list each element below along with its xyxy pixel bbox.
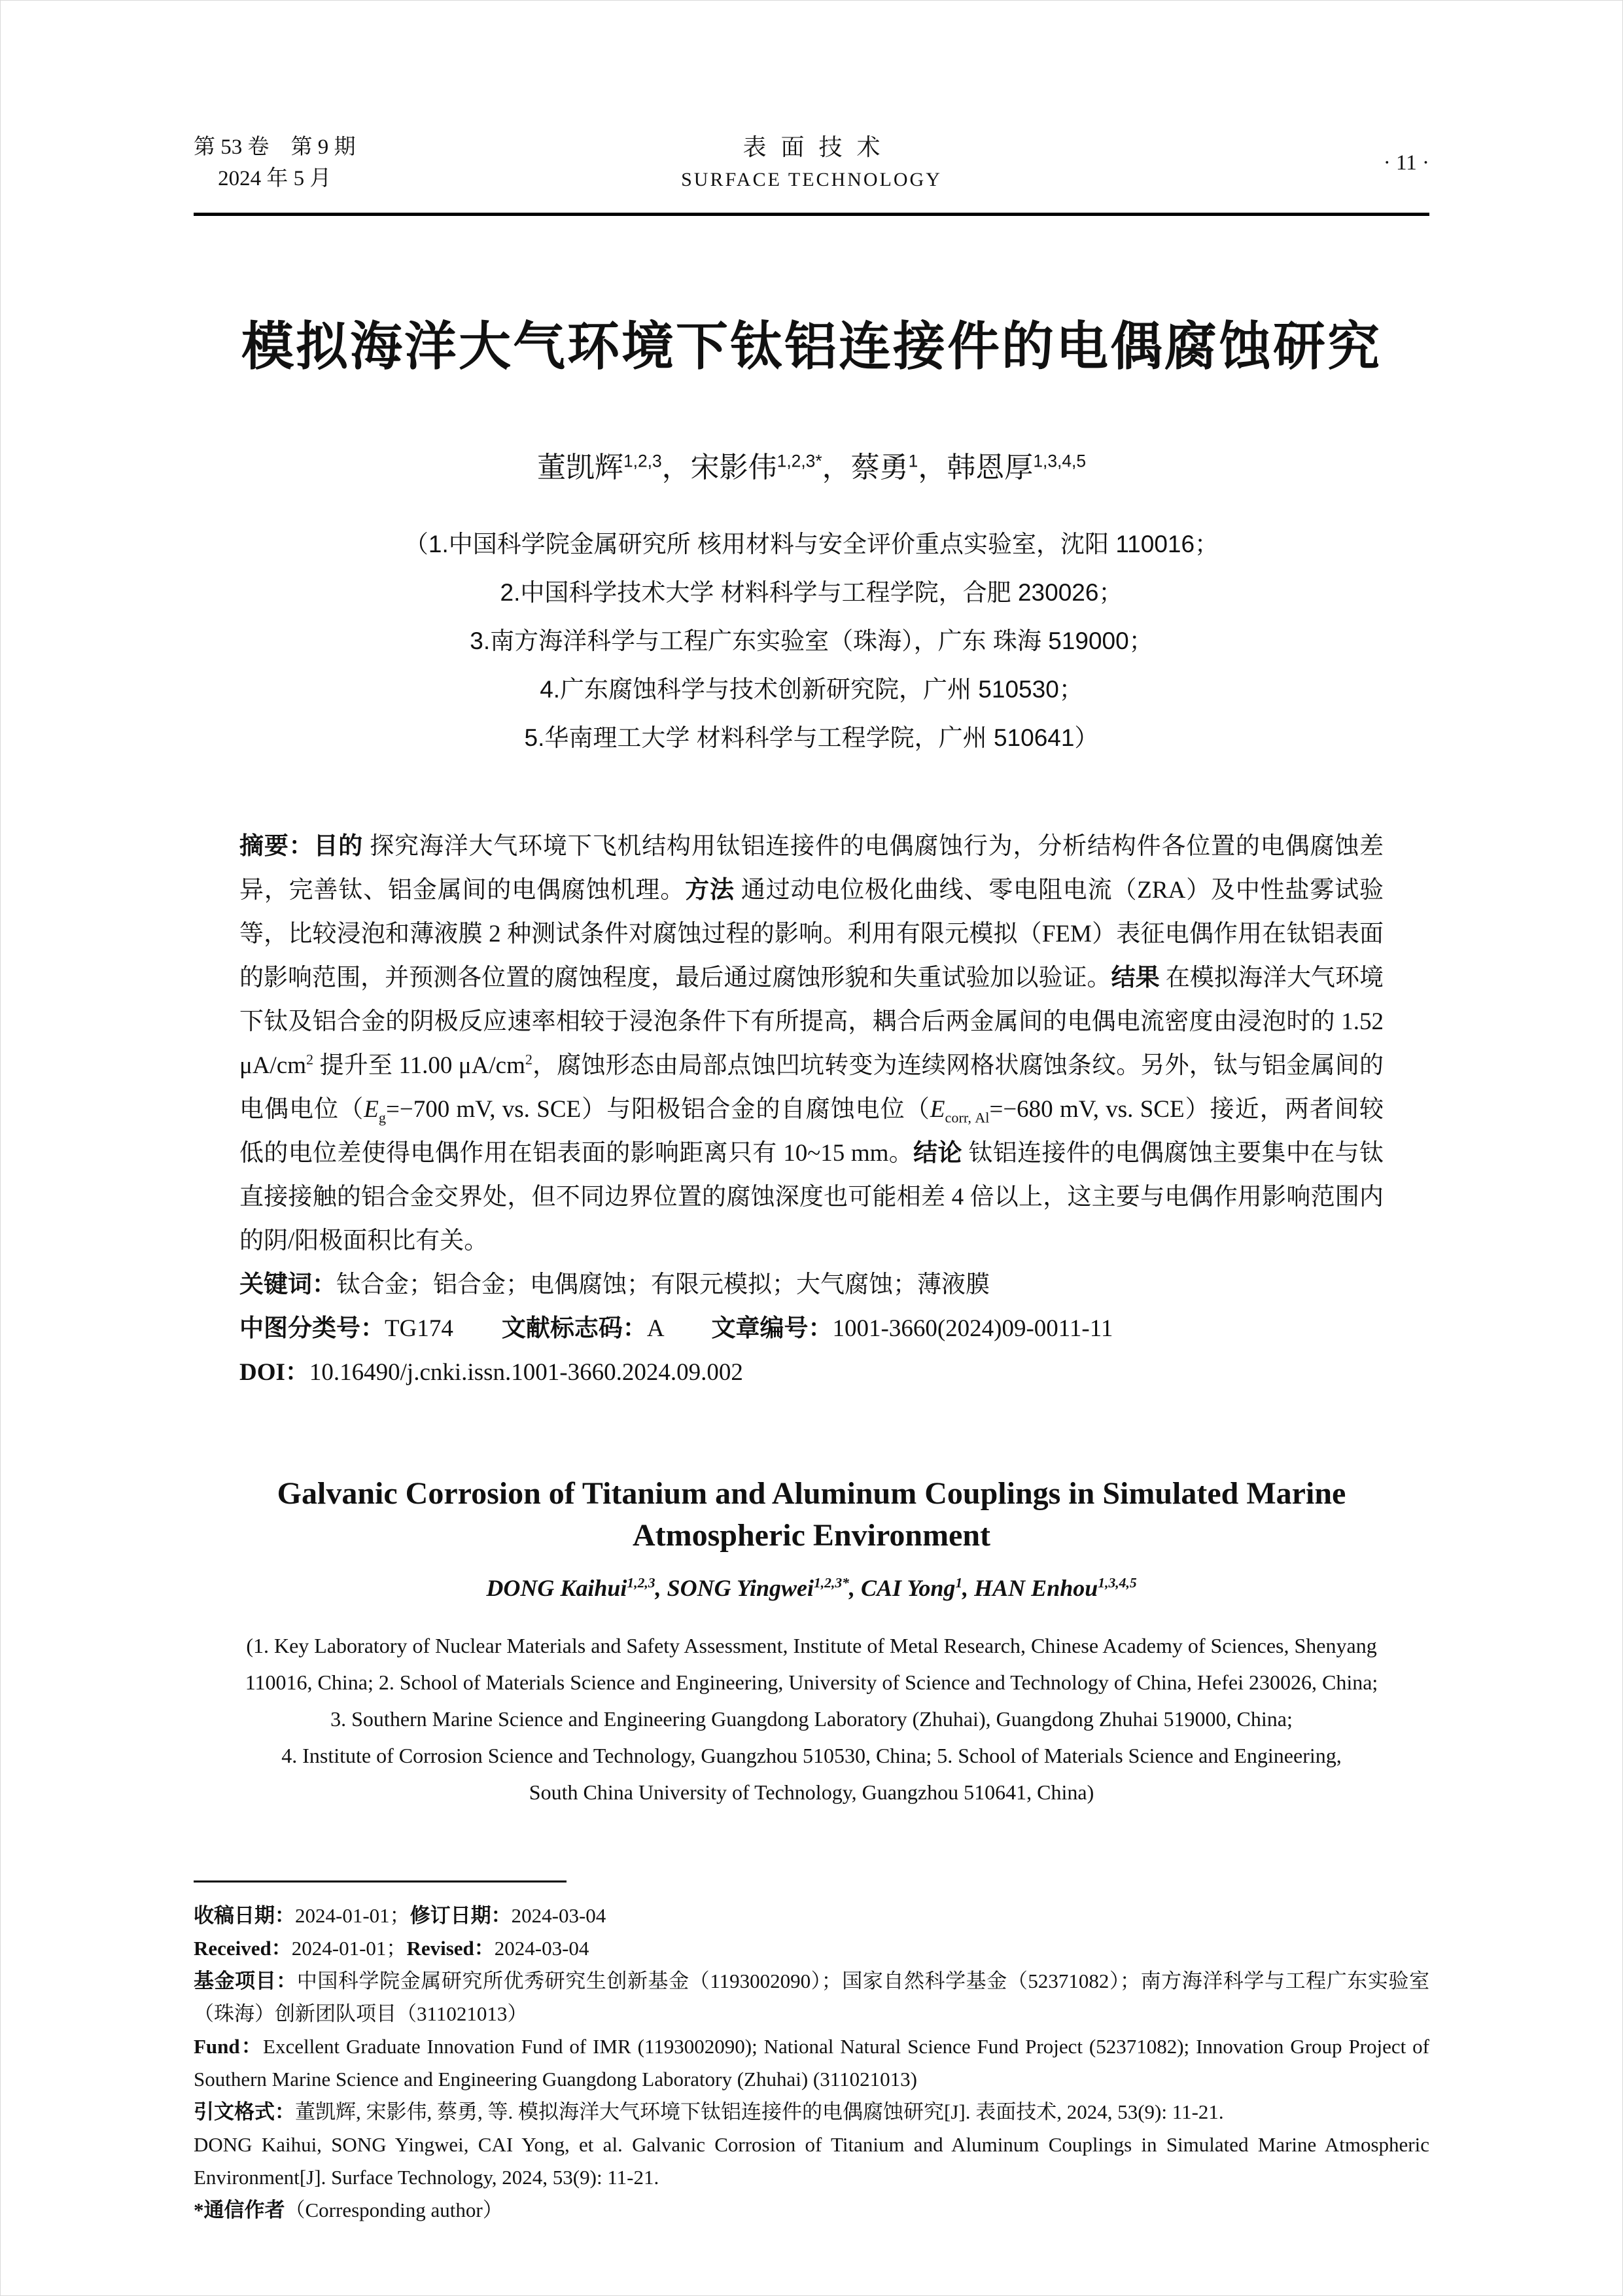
doi-line: DOI：10.16490/j.cnki.issn.1001-3660.2024.09.002 — [239, 1359, 743, 1386]
affiliations-cn — [194, 520, 1429, 762]
citation-format-cn: 引文格式：董凯辉, 宋影伟, 蔡勇, 等. 模拟海洋大气环境下钛铝连接件的电偶腐蚀研究[J]. 表面技术, 2024, 53(9): 11-21. — [194, 2100, 1224, 2123]
affiliation-cn-line-3: 3.南方海洋科学与工程广东实验室（珠海），广东 珠海 519000； — [470, 627, 1153, 654]
affiliation-cn-line-4: 4.广东腐蚀科学与技术创新研究院，广州 510530； — [540, 676, 1083, 703]
header-divider — [194, 213, 1429, 216]
journal-header — [194, 132, 1429, 194]
article-title-cn: 模拟海洋大气环境下钛铝连接件的电偶腐蚀研究 — [241, 317, 1382, 376]
publish-date: 2024 年 5 月 — [218, 167, 332, 190]
affiliations-en — [194, 1627, 1429, 1810]
citation-format-en: DONG Kaihui, SONG Yingwei, CAI Yong, et al. Galvanic Corrosion of Titanium and Aluminum Couplings in Simulated Marine Atmospheric Environment[J]. Surface Technology, 2024, 53(9): 11-21. — [194, 2133, 1429, 2189]
authors-en: DONG Kaihui$^{1,2,3}$, SONG Yingwei$^{1,2,3*}$, CAI Yong$^1$, HAN Enhou$^{1,3,4,5}$ — [486, 1575, 1137, 1601]
journal-title-block — [681, 132, 942, 194]
clc-line: 中图分类号：TG174 文献标志码：A 文章编号：1001-3660(2024)09-0011-11 — [239, 1315, 1113, 1342]
article-title-en: Galvanic Corrosion of Titanium and Aluminum Couplings in Simulated Marine Atmospheric Environment — [277, 1476, 1346, 1553]
corresponding-author-note: *通信作者（Corresponding author） — [194, 2199, 503, 2221]
footnote-divider — [194, 1881, 567, 1882]
page-number: · 11 · — [1383, 151, 1429, 175]
abstract-block — [239, 824, 1384, 1394]
keywords-line: 关键词：钛合金；铝合金；电偶腐蚀；有限元模拟；大气腐蚀；薄液膜 — [239, 1271, 990, 1298]
received-dates-cn: 收稿日期：2024-01-01；修订日期：2024-03-04 — [194, 1904, 606, 1927]
volume-issue-block — [194, 132, 356, 194]
affiliation-cn-line-2: 2.中国科学技术大学 材料科学与工程学院，合肥 230026； — [500, 579, 1123, 606]
journal-name-cn: 表面技术 — [742, 134, 895, 160]
affiliation-en-line-5: South China University of Technology, Guangzhou 510641, China) — [529, 1780, 1094, 1804]
abstract-paragraph: 摘要：目的 探究海洋大气环境下飞机结构用钛铝连接件的电偶腐蚀行为，分析结构件各位置的电偶腐蚀差异，完善钛、铝金属间的电偶腐蚀机理。方法 通过动电位极化曲线、零电阻电流（ZRA）及中性盐雾试验等，比较浸泡和薄液膜 2 种测试条件对腐蚀过程的影响。利用有限元模拟（FEM）表征电偶作用在钛铝表面的影响范围，并预测各位置的腐蚀程度，最后通过腐蚀形貌和失重试验加以验证。结果 在模拟海洋大气环境下钛及铝合金的阴极反应速率相较于浸泡条件下有所提高，耦合后两金属间的电偶电流密度由浸泡时的 1.52 $\mu A/cm^2$ 提升至 11.00 $\mu A/cm^2$，腐蚀形态由局部点蚀凹坑转变为连续网格状腐蚀条纹。另外，钛与铝金属间的电偶电位（$E_g=-700$ mV, vs. SCE）与阳极铝合金的自腐蚀电位（$E_{corr, Al}=-680$ mV, vs. SCE）接近，两者间较低的电位差使得电偶作用在铝表面的影响距离只有 10~15 mm。结论 钛铝连接件的电偶腐蚀主要集中在与钛直接接触的铝合金交界处，但不同边界位置的腐蚀深度也可能相差 4 倍以上，这主要与电偶作用影响范围内的阴/阳极面积比有关。 — [239, 833, 1384, 1254]
footnote-block — [194, 1881, 1429, 2227]
affiliation-en-line-4: 4. Institute of Corrosion Science and Technology, Guangzhou 510530, China; 5. School of Materials Science and Engineering, — [281, 1744, 1342, 1767]
volume-issue: 第 53 卷 第 9 期 — [194, 135, 356, 159]
received-dates-en: Received：2024-01-01；Revised：2024-03-04 — [194, 1937, 589, 1960]
affiliation-cn-line-1: （1.中国科学院金属研究所 核用材料与安全评价重点实验室，沈阳 110016； — [404, 531, 1219, 557]
affiliation-en-line-3: 3. Southern Marine Science and Engineering Guangdong Laboratory (Zhuhai), Guangdong Zhuhai 519000, China; — [330, 1707, 1293, 1731]
journal-name-en: SURFACE TECHNOLOGY — [681, 169, 942, 190]
authors-cn: 董凯辉$^{1,2,3}$，宋影伟$^{1,2,3*}$，蔡勇$^1$，韩恩厚$^{1,3,4,5}$ — [536, 451, 1087, 484]
affiliation-en-line-2: 110016, China; 2. School of Materials Science and Engineering, University of Science and Technology of China, Hefei 230026, China; — [245, 1670, 1378, 1694]
affiliation-cn-line-5: 5.华南理工大学 材料科学与工程学院，广州 510641） — [524, 724, 1099, 751]
fund-statement-cn: 基金项目：中国科学院金属研究所优秀研究生创新基金（1193002090）；国家自然科学基金（52371082）；南方海洋科学与工程广东实验室（珠海）创新团队项目（311021013） — [194, 1969, 1429, 2025]
fund-statement-en: Fund：Excellent Graduate Innovation Fund of IMR (1193002090); National Natural Science Fund Project (52371082); Innovation Group Project of Southern Marine Science and Engineering Guangdong Laboratory (Zhuhai) (311021013) — [194, 2035, 1429, 2091]
affiliation-en-line-1: (1. Key Laboratory of Nuclear Materials and Safety Assessment, Institute of Metal Research, Chinese Academy of Sciences, Shenyang — [246, 1634, 1377, 1657]
